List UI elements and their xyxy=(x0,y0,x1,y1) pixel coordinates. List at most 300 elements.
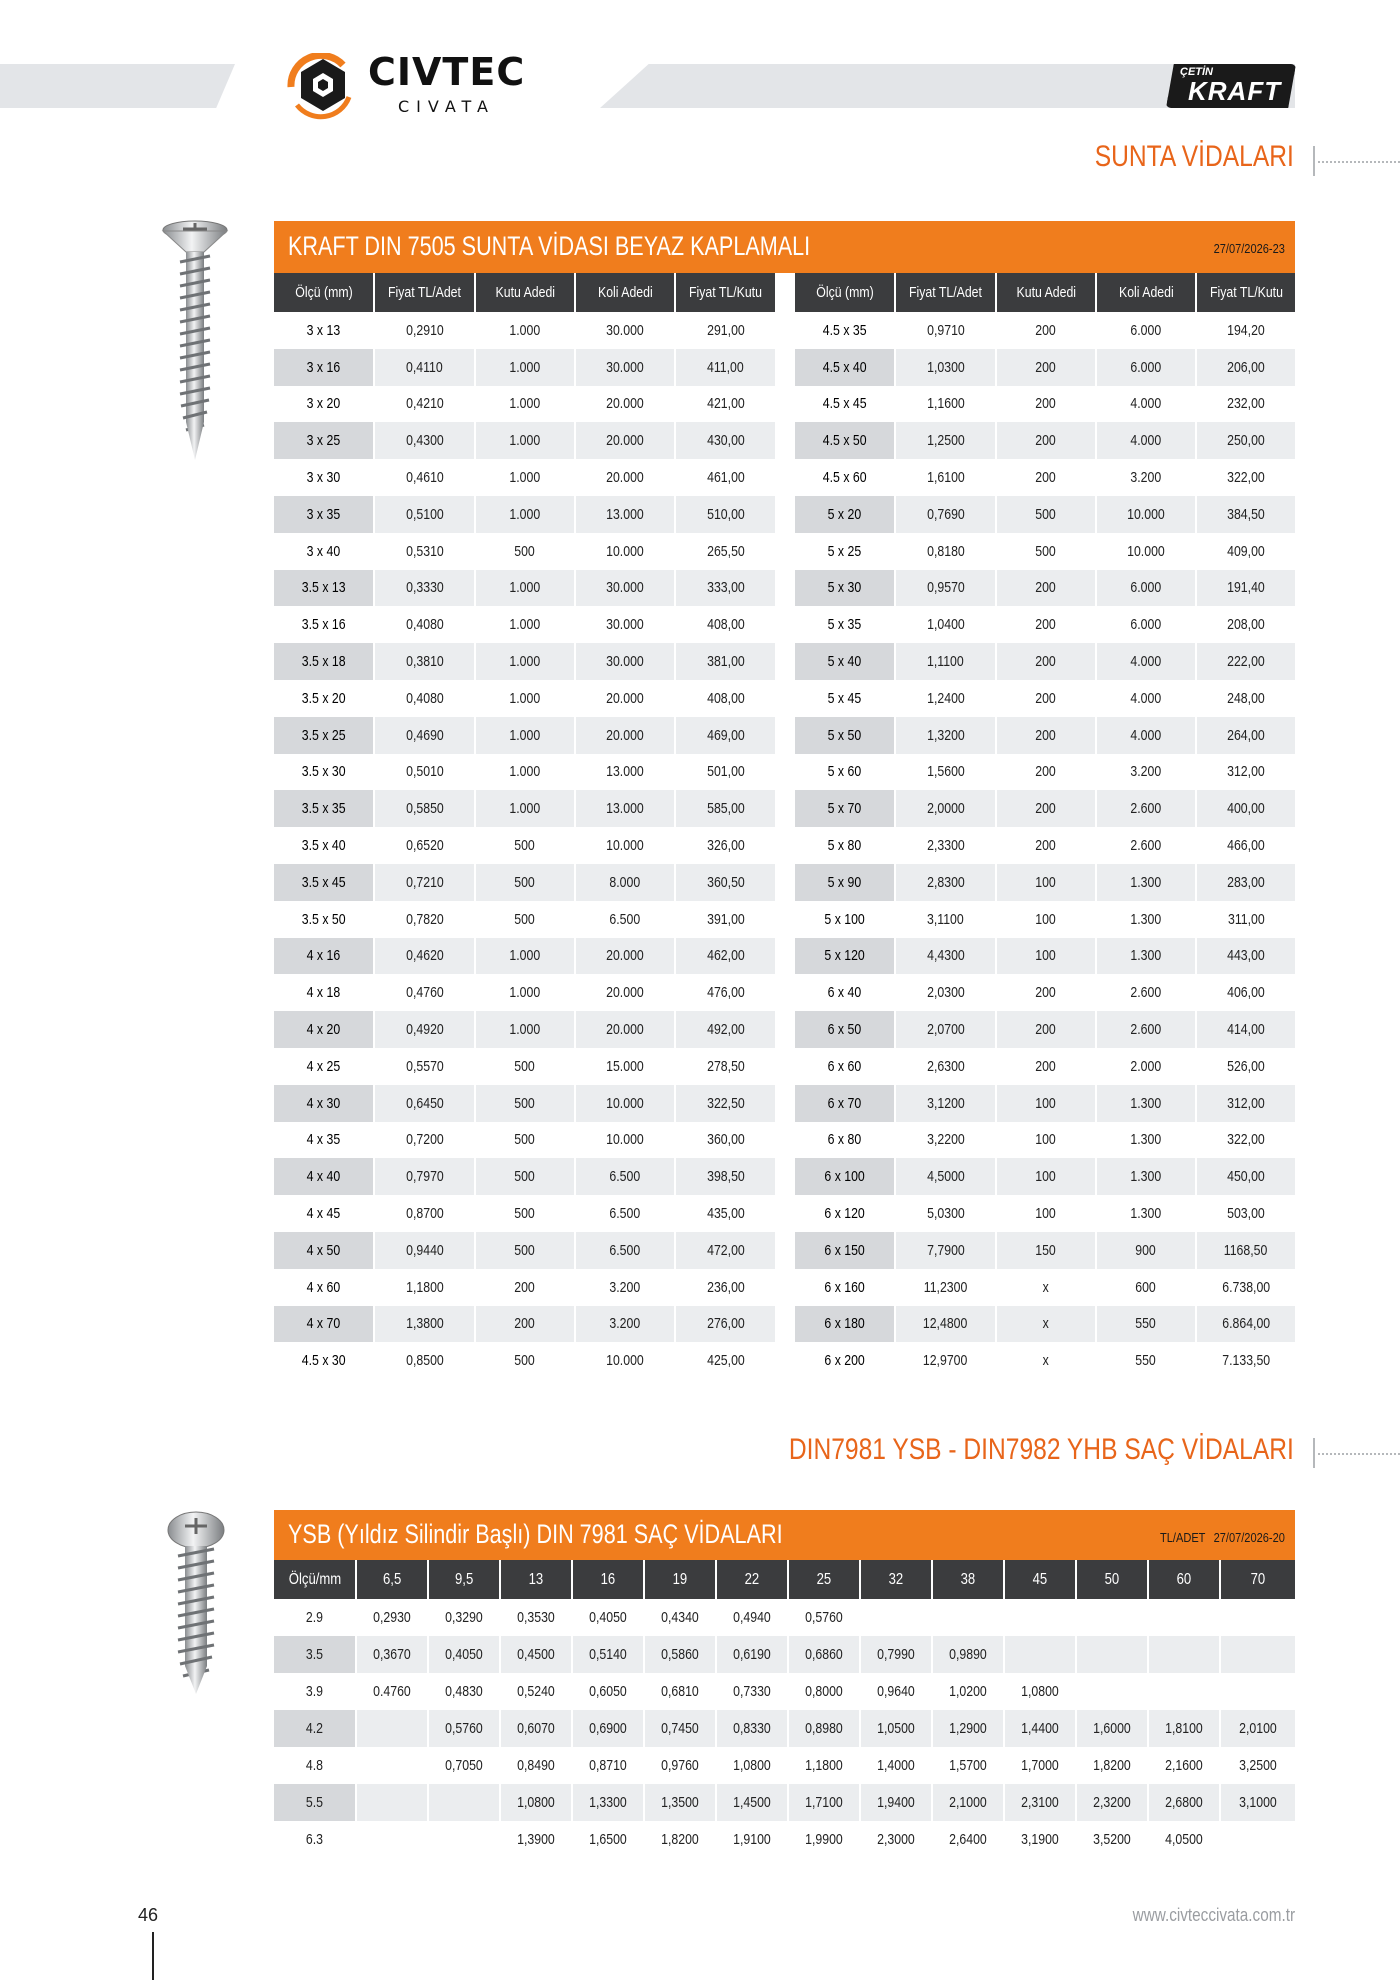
value-cell: 0,5310 xyxy=(374,533,475,570)
table-row xyxy=(795,349,1295,386)
price-unit: TL/ADET xyxy=(1160,1530,1206,1545)
size-cell: 4.5 x 35 xyxy=(795,312,895,349)
value-cell: 4.000 xyxy=(1096,643,1196,680)
size-cell: 6 x 40 xyxy=(795,974,895,1011)
value-cell: 278,50 xyxy=(706,1057,745,1075)
value-cell: 264,00 xyxy=(1196,717,1295,754)
value-cell xyxy=(860,1599,932,1636)
table-row xyxy=(274,496,775,533)
size-cell: 5 x 50 xyxy=(795,717,895,754)
column-header: Ölçü (mm) xyxy=(274,273,374,312)
value-cell: 208,00 xyxy=(1227,616,1265,634)
value-cell: 1.300 xyxy=(1096,1158,1196,1195)
value-cell: 0,5760 xyxy=(788,1599,860,1636)
value-cell: 500 xyxy=(996,533,1096,570)
title-dotted-line xyxy=(1318,161,1400,163)
value-cell: 100 xyxy=(996,901,1096,938)
value-cell: 20.000 xyxy=(575,974,675,1011)
value-cell: 4.000 xyxy=(1096,680,1196,717)
value-cell: 200 xyxy=(996,643,1096,680)
value-cell: 435,00 xyxy=(706,1205,745,1223)
size-cell: 5 x 45 xyxy=(795,680,895,717)
table-row xyxy=(795,312,1295,349)
value-cell: 6.738,00 xyxy=(1222,1278,1270,1296)
value-cell: 0,8330 xyxy=(716,1710,788,1747)
value-cell: 1.000 xyxy=(475,754,575,791)
value-cell: 6.000 xyxy=(1096,606,1196,643)
value-cell: 0,5140 xyxy=(572,1636,644,1673)
value-cell: 414,00 xyxy=(1196,1011,1295,1048)
size-cell: 6 x 160 xyxy=(795,1269,895,1306)
value-cell: 0,3330 xyxy=(374,570,475,607)
value-cell: 0,7330 xyxy=(716,1673,788,1710)
value-cell: 200 xyxy=(996,790,1096,827)
column-header: 13 xyxy=(500,1560,572,1599)
size-cell: 6 x 50 xyxy=(795,1011,895,1048)
value-cell: 0,6520 xyxy=(374,827,475,864)
value-cell: 1,8200 xyxy=(644,1821,716,1858)
value-cell: 1.000 xyxy=(475,643,575,680)
value-cell: 0,8500 xyxy=(374,1342,475,1379)
table-row xyxy=(795,496,1295,533)
value-cell: 2.600 xyxy=(1096,790,1196,827)
column-header: 32 xyxy=(860,1560,932,1599)
size-cell: 3 x 25 xyxy=(274,422,374,459)
value-cell: 1,0300 xyxy=(895,349,996,386)
value-cell: 1.000 xyxy=(475,349,575,386)
value-cell: 0,9440 xyxy=(374,1232,475,1269)
size-cell: 6 x 120 xyxy=(795,1195,895,1232)
value-cell: 500 xyxy=(996,496,1096,533)
value-cell: 13.000 xyxy=(575,496,675,533)
size-cell: 3.5 x 40 xyxy=(274,827,374,864)
table-row xyxy=(795,1306,1295,1343)
value-cell: 1.000 xyxy=(475,1011,575,1048)
value-cell xyxy=(1004,1636,1076,1673)
value-cell: 0,4940 xyxy=(716,1599,788,1636)
value-cell: 2,1600 xyxy=(1148,1747,1220,1784)
column-header: 25 xyxy=(788,1560,860,1599)
value-cell: 200 xyxy=(996,717,1096,754)
value-cell: 1,0800 xyxy=(500,1784,572,1821)
value-cell: 1.000 xyxy=(475,717,575,754)
value-cell: 4,0500 xyxy=(1148,1821,1220,1858)
value-cell: 1,3900 xyxy=(500,1821,572,1858)
value-cell: 0,4210 xyxy=(374,386,475,423)
value-cell: 381,00 xyxy=(675,643,775,680)
table-header-row xyxy=(274,273,775,312)
size-cell: 3 x 40 xyxy=(274,533,374,570)
value-cell: 0,5850 xyxy=(374,790,475,827)
value-cell xyxy=(932,1599,1004,1636)
value-cell: 0,7990 xyxy=(860,1636,932,1673)
size-cell: 4.5 x 50 xyxy=(795,422,895,459)
column-header: Koli Adedi xyxy=(1096,273,1196,312)
table-row xyxy=(274,680,775,717)
value-cell: 450,00 xyxy=(1196,1158,1295,1195)
value-cell: 7.133,50 xyxy=(1222,1352,1270,1370)
value-cell: 2,0100 xyxy=(1220,1710,1295,1747)
size-cell: 4 x 30 xyxy=(274,1085,374,1122)
value-cell: 469,00 xyxy=(675,717,775,754)
price-list-code: 27/07/2026-20 xyxy=(1213,1530,1285,1545)
value-cell: 1,7100 xyxy=(788,1784,860,1821)
table-row xyxy=(795,680,1295,717)
value-cell xyxy=(356,1747,428,1784)
value-cell: 1,9100 xyxy=(716,1821,788,1858)
value-cell: 2,6300 xyxy=(895,1048,996,1085)
value-cell: 0,6050 xyxy=(572,1673,644,1710)
table-row xyxy=(274,827,775,864)
value-cell: 0,8000 xyxy=(788,1673,860,1710)
value-cell: 492,00 xyxy=(675,1011,775,1048)
table-row xyxy=(795,459,1295,496)
value-cell: 322,00 xyxy=(1227,469,1265,487)
size-cell: 4 x 18 xyxy=(274,974,374,1011)
value-cell: 200 xyxy=(996,422,1096,459)
value-cell: 0,7820 xyxy=(374,901,475,938)
table-row xyxy=(274,1342,775,1379)
value-cell: 462,00 xyxy=(675,938,775,975)
table-row xyxy=(274,570,775,607)
value-cell: 900 xyxy=(1096,1232,1196,1269)
size-cell: 6 x 60 xyxy=(795,1048,895,1085)
value-cell: 1.300 xyxy=(1096,864,1196,901)
value-cell: 1.300 xyxy=(1096,1122,1196,1159)
table-row xyxy=(795,754,1295,791)
value-cell: 409,00 xyxy=(1227,542,1265,560)
table-row xyxy=(274,1636,1295,1673)
value-cell: 384,50 xyxy=(1196,496,1295,533)
size-cell: 4.5 x 45 xyxy=(795,386,895,423)
column-header: 50 xyxy=(1076,1560,1148,1599)
value-cell: 1,0800 xyxy=(716,1747,788,1784)
value-cell: 2,1000 xyxy=(932,1784,1004,1821)
title-divider xyxy=(1313,1438,1315,1468)
value-cell: 100 xyxy=(996,864,1096,901)
value-cell xyxy=(1220,1599,1295,1636)
value-cell xyxy=(1220,1636,1295,1673)
table-row xyxy=(274,754,775,791)
value-cell xyxy=(1076,1673,1148,1710)
value-cell: 30.000 xyxy=(575,349,675,386)
value-cell: 430,00 xyxy=(675,422,775,459)
size-cell: 6 x 180 xyxy=(795,1306,895,1343)
value-cell xyxy=(1220,1673,1295,1710)
value-cell: 20.000 xyxy=(575,1011,675,1048)
value-cell xyxy=(428,1821,500,1858)
value-cell: 10.000 xyxy=(1096,496,1196,533)
size-cell: 5 x 35 xyxy=(795,606,895,643)
product-bar-title: KRAFT DIN 7505 SUNTA VİDASI BEYAZ KAPLAMALI xyxy=(288,231,811,261)
table-row xyxy=(274,1011,775,1048)
column-header: 19 xyxy=(644,1560,716,1599)
value-cell: 2.600 xyxy=(1096,974,1196,1011)
value-cell: 3,5200 xyxy=(1076,1821,1148,1858)
value-cell: 333,00 xyxy=(675,570,775,607)
value-cell: 311,00 xyxy=(1227,910,1265,928)
value-cell xyxy=(1076,1599,1148,1636)
value-cell: 10.000 xyxy=(575,1122,675,1159)
value-cell: 0,2910 xyxy=(374,312,475,349)
size-cell: 4 x 16 xyxy=(274,938,374,975)
value-cell xyxy=(1004,1599,1076,1636)
table-row xyxy=(795,533,1295,570)
size-cell: 3.5 x 18 xyxy=(274,643,374,680)
size-cell: 6.3 xyxy=(274,1821,356,1858)
value-cell: 425,00 xyxy=(706,1352,745,1370)
value-cell: 0,4620 xyxy=(374,938,475,975)
value-cell: 30.000 xyxy=(575,570,675,607)
value-cell: 232,00 xyxy=(1227,395,1265,413)
value-cell: 2,3200 xyxy=(1076,1784,1148,1821)
value-cell: 0,4610 xyxy=(374,459,475,496)
table-row xyxy=(274,790,775,827)
table-row xyxy=(274,312,775,349)
size-cell: 5 x 30 xyxy=(795,570,895,607)
value-cell: 1,9400 xyxy=(860,1784,932,1821)
value-cell: 0,8700 xyxy=(374,1195,475,1232)
table-row xyxy=(274,1784,1295,1821)
value-cell: 0,5860 xyxy=(644,1636,716,1673)
size-cell: 6 x 200 xyxy=(795,1342,895,1379)
size-cell: 5 x 60 xyxy=(795,754,895,791)
value-cell: 0,5760 xyxy=(428,1710,500,1747)
value-cell: 0,6900 xyxy=(572,1710,644,1747)
table-row xyxy=(274,864,775,901)
value-cell: 500 xyxy=(475,901,575,938)
table-row xyxy=(795,1195,1295,1232)
value-cell: 4,5000 xyxy=(895,1158,996,1195)
value-cell: 291,00 xyxy=(706,321,745,339)
value-cell: 0,4080 xyxy=(374,606,475,643)
value-cell: 500 xyxy=(475,1342,575,1379)
table-row xyxy=(274,1673,1295,1710)
value-cell: 6.500 xyxy=(575,1232,675,1269)
value-cell: 200 xyxy=(996,570,1096,607)
size-cell: 5 x 70 xyxy=(795,790,895,827)
value-cell: 0,6190 xyxy=(716,1636,788,1673)
value-cell: 476,00 xyxy=(706,984,745,1002)
size-cell: 5.5 xyxy=(274,1784,356,1821)
value-cell: 0,3810 xyxy=(374,643,475,680)
value-cell: 0,9710 xyxy=(895,312,996,349)
table-row xyxy=(795,386,1295,423)
value-cell: 1.000 xyxy=(475,386,575,423)
section-title-sunta: SUNTA VİDALARI xyxy=(1094,140,1294,173)
value-cell: 1,2400 xyxy=(895,680,996,717)
brand-subtitle: CIVATA xyxy=(398,97,495,116)
value-cell: 0,4830 xyxy=(428,1673,500,1710)
value-cell: 200 xyxy=(996,1048,1096,1085)
column-header: 6,5 xyxy=(356,1560,428,1599)
table-row xyxy=(795,864,1295,901)
value-cell: 2,0700 xyxy=(895,1011,996,1048)
value-cell: 200 xyxy=(996,827,1096,864)
value-cell: 466,00 xyxy=(1227,837,1265,855)
value-cell: 3.200 xyxy=(575,1306,675,1343)
value-cell: 0,4110 xyxy=(374,349,475,386)
value-cell: 0,3530 xyxy=(500,1599,572,1636)
value-cell: 200 xyxy=(996,349,1096,386)
value-cell: 150 xyxy=(996,1232,1096,1269)
value-cell: 1,6000 xyxy=(1076,1710,1148,1747)
value-cell: 0,8180 xyxy=(895,533,996,570)
value-cell: 0,9760 xyxy=(644,1747,716,1784)
table-row xyxy=(795,1269,1295,1306)
size-cell: 4 x 40 xyxy=(274,1158,374,1195)
value-cell: 1.300 xyxy=(1096,1085,1196,1122)
value-cell: 20.000 xyxy=(575,422,675,459)
value-cell: 100 xyxy=(996,1195,1096,1232)
column-header: 45 xyxy=(1004,1560,1076,1599)
value-cell: 1,0200 xyxy=(932,1673,1004,1710)
table-row xyxy=(795,1232,1295,1269)
value-cell: 20.000 xyxy=(575,717,675,754)
website-url: www.civteccivata.com.tr xyxy=(1132,1905,1295,1925)
value-cell: 500 xyxy=(475,1195,575,1232)
value-cell: 265,50 xyxy=(706,542,745,560)
value-cell: 6.500 xyxy=(575,1158,675,1195)
value-cell: 191,40 xyxy=(1196,570,1295,607)
value-cell: 421,00 xyxy=(706,395,745,413)
column-header: Kutu Adedi xyxy=(475,273,575,312)
value-cell: 398,50 xyxy=(675,1158,775,1195)
value-cell: 2.000 xyxy=(1096,1048,1196,1085)
value-cell: 276,00 xyxy=(675,1306,775,1343)
value-cell: 1,1800 xyxy=(374,1269,475,1306)
value-cell: 1,2900 xyxy=(932,1710,1004,1747)
table-row xyxy=(274,1085,775,1122)
value-cell: 1,1800 xyxy=(788,1747,860,1784)
value-cell: 2.600 xyxy=(1096,827,1196,864)
table-row xyxy=(795,974,1295,1011)
table-row xyxy=(274,1710,1295,1747)
table-row xyxy=(274,717,775,754)
value-cell: 2,6400 xyxy=(932,1821,1004,1858)
value-cell: 4.000 xyxy=(1096,386,1196,423)
sunta-table-left xyxy=(274,273,775,1379)
value-cell: 360,00 xyxy=(706,1131,745,1149)
value-cell: 11,2300 xyxy=(895,1269,996,1306)
size-cell: 4 x 60 xyxy=(274,1269,374,1306)
kraft-logo-small-text: ÇETİN xyxy=(1180,66,1213,78)
title-dotted-line xyxy=(1318,1453,1400,1455)
title-divider xyxy=(1313,146,1315,176)
value-cell xyxy=(1148,1673,1220,1710)
size-cell: 4 x 50 xyxy=(274,1232,374,1269)
size-cell: 5 x 25 xyxy=(795,533,895,570)
value-cell: 250,00 xyxy=(1196,422,1295,459)
column-header: 70 xyxy=(1220,1560,1295,1599)
value-cell: 1,1600 xyxy=(895,386,996,423)
value-cell: 2,6800 xyxy=(1148,1784,1220,1821)
table-header-row xyxy=(274,1560,1295,1599)
value-cell: 360,50 xyxy=(675,864,775,901)
value-cell: 443,00 xyxy=(1196,938,1295,975)
value-cell: 1,9900 xyxy=(788,1821,860,1858)
value-cell: 248,00 xyxy=(1227,689,1265,707)
table-row xyxy=(795,1085,1295,1122)
value-cell: 8.000 xyxy=(575,864,675,901)
table-row xyxy=(795,606,1295,643)
value-cell: 0,3290 xyxy=(428,1599,500,1636)
column-header: 60 xyxy=(1148,1560,1220,1599)
column-header: Ölçü/mm xyxy=(274,1560,356,1599)
value-cell: 500 xyxy=(475,1232,575,1269)
value-cell: 100 xyxy=(996,1085,1096,1122)
value-cell: 461,00 xyxy=(706,469,745,487)
value-cell xyxy=(356,1784,428,1821)
size-cell: 5 x 20 xyxy=(795,496,895,533)
table-row xyxy=(795,901,1295,938)
value-cell: 1.000 xyxy=(475,312,575,349)
value-cell: 1.300 xyxy=(1096,938,1196,975)
table-row xyxy=(274,901,775,938)
value-cell: 100 xyxy=(996,1122,1096,1159)
table-row xyxy=(795,1158,1295,1195)
value-cell: 236,00 xyxy=(706,1278,745,1296)
value-cell: 503,00 xyxy=(1227,1205,1265,1223)
table-row xyxy=(795,827,1295,864)
value-cell xyxy=(428,1784,500,1821)
value-cell: 3.200 xyxy=(575,1269,675,1306)
value-cell: 6.864,00 xyxy=(1196,1306,1295,1343)
value-cell: 500 xyxy=(475,533,575,570)
value-cell: 1.000 xyxy=(475,790,575,827)
table-row xyxy=(795,938,1295,975)
value-cell: 0,9890 xyxy=(932,1636,1004,1673)
size-cell: 4 x 25 xyxy=(274,1048,374,1085)
value-cell: 0,4050 xyxy=(428,1636,500,1673)
column-header: 9,5 xyxy=(428,1560,500,1599)
page-number: 46 xyxy=(138,1905,159,1925)
value-cell: 206,00 xyxy=(1196,349,1295,386)
table-row xyxy=(795,570,1295,607)
table-row xyxy=(274,1158,775,1195)
value-cell: 510,00 xyxy=(675,496,775,533)
size-cell: 3 x 20 xyxy=(274,386,374,423)
value-cell: 2,0000 xyxy=(895,790,996,827)
value-cell: 326,00 xyxy=(706,837,745,855)
value-cell: 3,1100 xyxy=(895,901,996,938)
value-cell: 15.000 xyxy=(575,1048,675,1085)
value-cell: 200 xyxy=(996,606,1096,643)
size-cell: 3.5 x 13 xyxy=(274,570,374,607)
value-cell: 0.4760 xyxy=(356,1673,428,1710)
value-cell: 322,00 xyxy=(1227,1131,1265,1149)
value-cell: 1,3200 xyxy=(895,717,996,754)
value-cell: 200 xyxy=(996,754,1096,791)
table-row xyxy=(795,1011,1295,1048)
value-cell: 0,4920 xyxy=(374,1011,475,1048)
value-cell: 3.200 xyxy=(1096,754,1196,791)
value-cell: 1.300 xyxy=(1096,901,1196,938)
table-header-row xyxy=(795,273,1295,312)
value-cell xyxy=(1148,1599,1220,1636)
table-row xyxy=(274,1821,1295,1858)
value-cell: 6.500 xyxy=(575,1195,675,1232)
value-cell: 6.000 xyxy=(1096,349,1196,386)
value-cell: 0,9570 xyxy=(895,570,996,607)
size-cell: 3 x 13 xyxy=(274,312,374,349)
value-cell: 501,00 xyxy=(706,763,745,781)
size-cell: 4 x 35 xyxy=(274,1122,374,1159)
size-cell: 4.2 xyxy=(274,1710,356,1747)
size-cell: 3.5 x 50 xyxy=(274,901,374,938)
table-row xyxy=(795,790,1295,827)
value-cell: 0,2930 xyxy=(356,1599,428,1636)
